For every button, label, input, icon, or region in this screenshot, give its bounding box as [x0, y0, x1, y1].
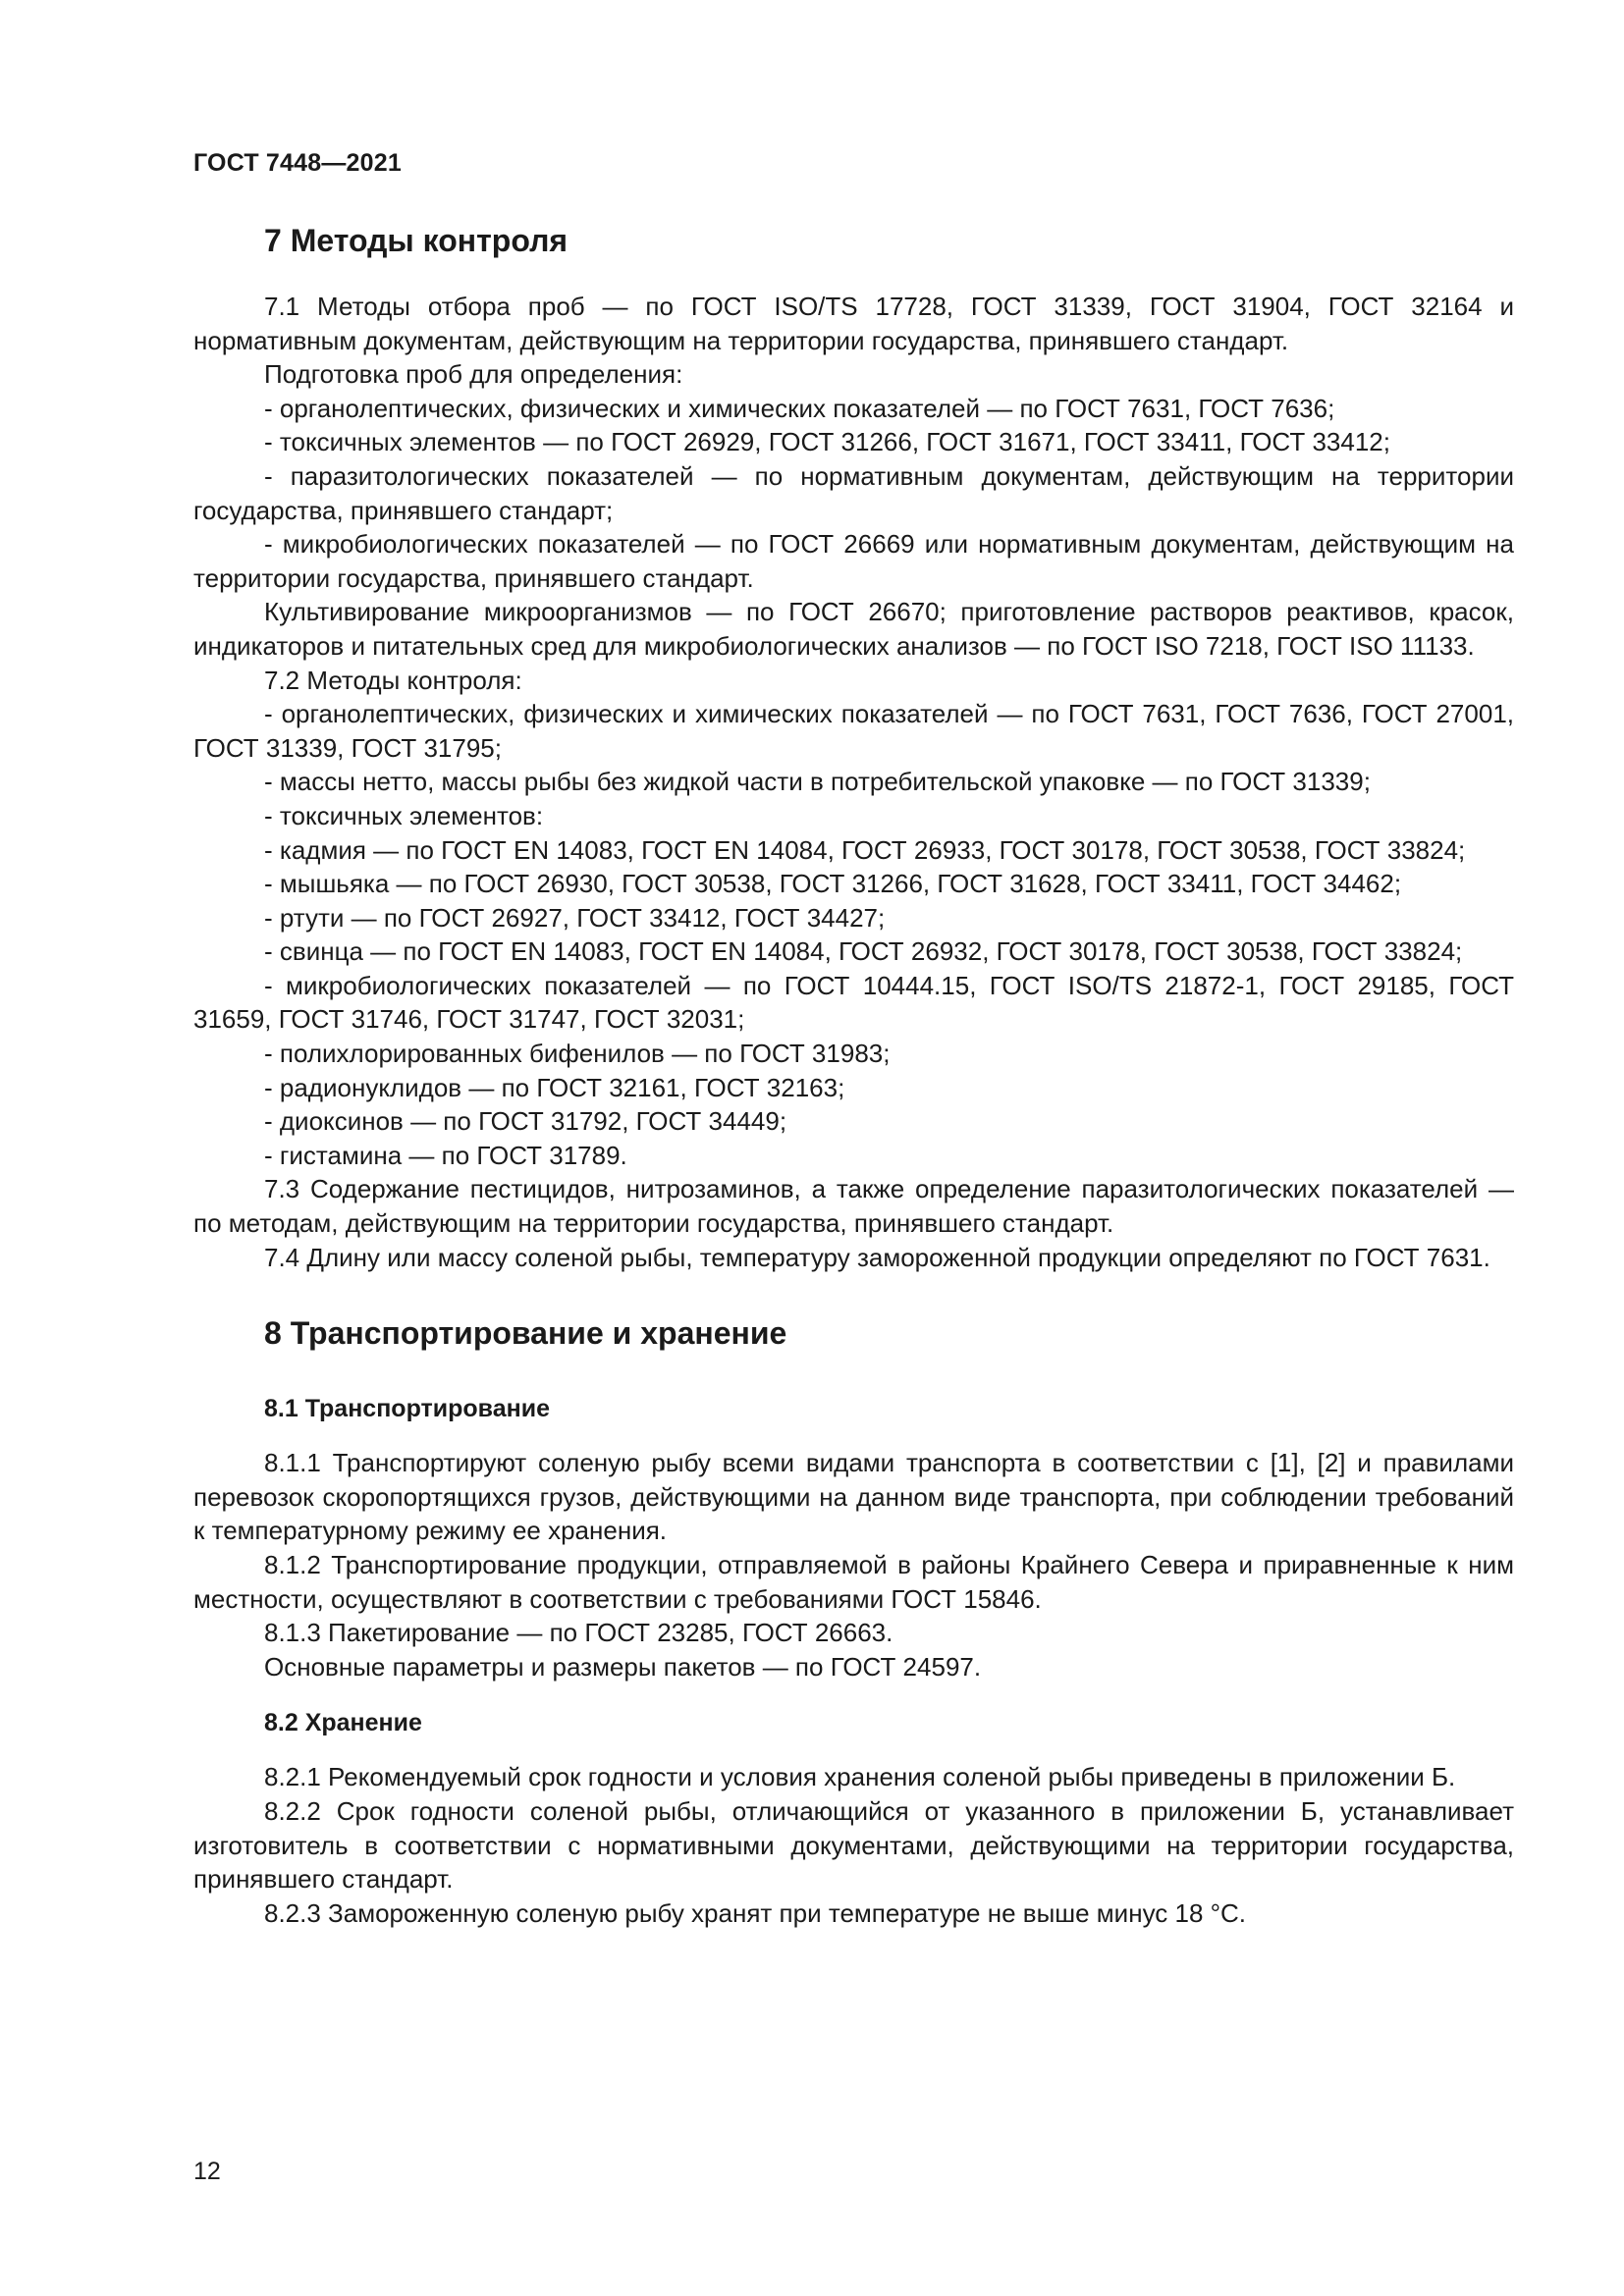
paragraph: 8.2.1 Рекомендуемый срок годности и условия хранения соленой рыбы приведены в приложении Б. — [264, 1762, 1456, 1792]
list-item: - ртути — по ГОСТ 26927, ГОСТ 33412, ГОСТ 34427; — [264, 902, 886, 933]
section-8-title: 8 Транспортирование и хранение — [264, 1315, 787, 1352]
paragraph: 8.2.3 Замороженную соленую рыбу хранят при температуре не выше минус 18 °С. — [264, 1897, 1247, 1928]
paragraph: 8.1.1 Транспортируют соленую рыбу всеми видами транспорта в соответствии с [1], [2] и правилами перевозок скоропортящихся грузов, действующими на данном виде транспорта, при соблюдении требований к температурному режиму ее хранения. — [193, 1448, 1514, 1546]
subsection-8-1-body — [193, 1446, 1514, 1683]
section-7-body — [193, 290, 1514, 1274]
paragraph: 8.1.2 Транспортирование продукции, отправляемой в районы Крайнего Севера и приравненные к ним местности, осуществляют в соответствии с требованиями ГОСТ 15846. — [193, 1550, 1514, 1614]
subsection-8-2-title: 8.2 Хранение — [264, 1709, 422, 1737]
list-item: - полихлорированных бифенилов — по ГОСТ 31983; — [264, 1039, 891, 1069]
list-item: - органолептических, физических и химических показателей — по ГОСТ 7631, ГОСТ 7636; — [264, 393, 1335, 423]
section-7-title: 7 Методы контроля — [264, 223, 568, 258]
list-item: - свинца — по ГОСТ EN 14083, ГОСТ EN 14084, ГОСТ 26932, ГОСТ 30178, ГОСТ 30538, ГОСТ 33824; — [264, 936, 1463, 967]
paragraph: 7.4 Длину или массу соленой рыбы, температуру замороженной продукции определяют по ГОСТ 7631. — [264, 1242, 1490, 1272]
list-item: - массы нетто, массы рыбы без жидкой части в потребительской упаковке — по ГОСТ 31339; — [264, 767, 1371, 797]
list-item: - мышьяка — по ГОСТ 26930, ГОСТ 30538, ГОСТ 31266, ГОСТ 31628, ГОСТ 33411, ГОСТ 34462; — [264, 869, 1402, 899]
paragraph: 7.3 Содержание пестицидов, нитрозаминов, а также определение паразитологических показателей — по методам, действующим на территории государства, принявшего стандарт. — [193, 1174, 1514, 1239]
page-content — [193, 221, 1514, 1930]
paragraph: Основные параметры и размеры пакетов — по ГОСТ 24597. — [264, 1651, 982, 1682]
paragraph: 7.2 Методы контроля: — [264, 665, 522, 695]
paragraph: 8.2.2 Срок годности соленой рыбы, отличающийся от указанного в приложении Б, устанавливает изготовитель в соответствии с нормативными документами, действующими на территории государства, принявшего стандарт. — [193, 1795, 1514, 1895]
list-item: - гистамина — по ГОСТ 31789. — [264, 1140, 627, 1170]
list-item: - микробиологических показателей — по ГОСТ 10444.15, ГОСТ ISO/TS 21872-1, ГОСТ 29185, ГОСТ 31659, ГОСТ 31746, ГОСТ 31747, ГОСТ 32031; — [193, 970, 1514, 1035]
list-item: - паразитологических показателей — по нормативным документам, действующим на территории государства, принявшего стандарт; — [193, 460, 1514, 525]
paragraph: 8.1.3 Пакетирование — по ГОСТ 23285, ГОСТ 26663. — [264, 1618, 893, 1648]
list-item: - диоксинов — по ГОСТ 31792, ГОСТ 34449; — [264, 1106, 787, 1137]
list-item: - токсичных элементов — по ГОСТ 26929, ГОСТ 31266, ГОСТ 31671, ГОСТ 33411, ГОСТ 33412; — [264, 427, 1390, 457]
list-item: - микробиологических показателей — по ГОСТ 26669 или нормативным документам, действующим на территории государства, принявшего стандарт. — [193, 529, 1514, 593]
page-number: 12 — [193, 2158, 221, 2185]
list-item: - радионуклидов — по ГОСТ 32161, ГОСТ 32163; — [264, 1072, 845, 1102]
document-header: ГОСТ 7448—2021 — [193, 149, 402, 177]
subsection-8-2-body — [193, 1760, 1514, 1930]
list-item: - органолептических, физических и химических показателей — по ГОСТ 7631, ГОСТ 7636, ГОСТ 27001, ГОСТ 31339, ГОСТ 31795; — [193, 699, 1514, 763]
paragraph: 7.1 Методы отбора проб — по ГОСТ ISO/TS 17728, ГОСТ 31339, ГОСТ 31904, ГОСТ 32164 и нормативным документам, действующим на территории государства, принявшего стандарт. — [193, 292, 1514, 355]
list-item: - кадмия — по ГОСТ EN 14083, ГОСТ EN 14084, ГОСТ 26933, ГОСТ 30178, ГОСТ 30538, ГОСТ 33824; — [264, 834, 1466, 865]
subsection-8-1-title: 8.1 Транспортирование — [264, 1395, 550, 1423]
list-item: - токсичных элементов: — [264, 800, 544, 830]
paragraph: Подготовка проб для определения: — [264, 359, 683, 390]
paragraph: Культивирование микроорганизмов — по ГОСТ 26670; приготовление растворов реактивов, красок, индикаторов и питательных сред для микробиологических анализов — по ГОСТ ISO 7218, ГОСТ ISO 11133. — [193, 597, 1514, 661]
